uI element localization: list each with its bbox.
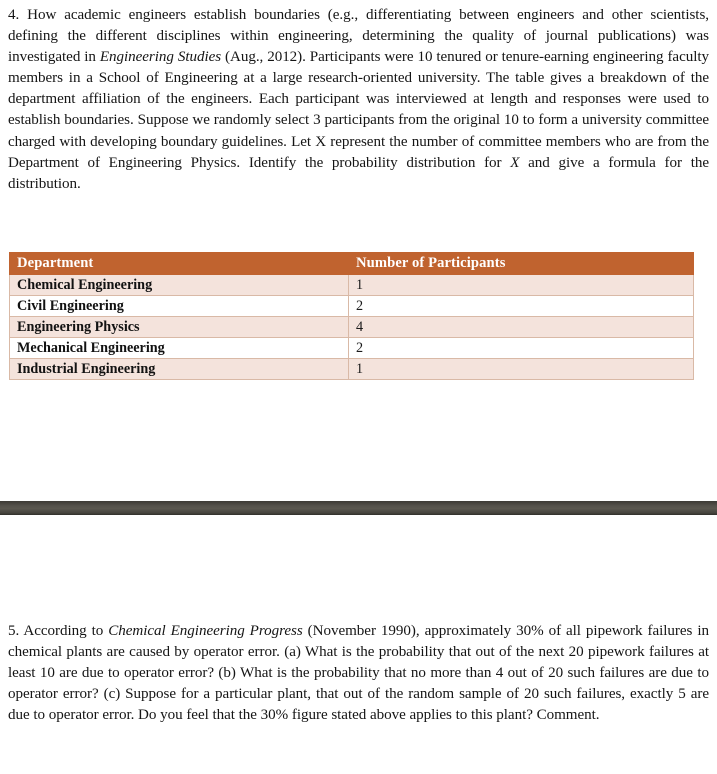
q4-text-part-3: and give a formula for the distribution. xyxy=(8,154,709,192)
q4-text-part-1: 4. How academic engineers establish boundaries (e.g., differentiating between engineers and other scientists, defining the different disciplines within engineering, determining the quality of journal publications) was investigated in xyxy=(8,7,709,66)
question-4-paragraph xyxy=(8,5,709,195)
column-header-participants: Number of Participants xyxy=(349,253,694,275)
column-header-department: Department xyxy=(10,253,349,275)
table-row xyxy=(10,296,694,317)
cell-department: Mechanical Engineering xyxy=(10,338,349,359)
cell-participants: 2 xyxy=(349,296,694,317)
q4-journal-title: Engineering Studies xyxy=(99,49,222,66)
cell-participants: 2 xyxy=(349,338,694,359)
cell-department: Chemical Engineering xyxy=(10,275,349,296)
section-divider-band xyxy=(0,501,717,515)
participants-table xyxy=(9,252,694,380)
table-row xyxy=(10,359,694,380)
q5-text-part-1: 5. According to xyxy=(8,623,109,639)
cell-department: Industrial Engineering xyxy=(10,359,349,380)
question-5-paragraph xyxy=(8,621,709,726)
q4-text-part-2: (Aug., 2012). Participants were 10 tenured or tenure-earning engineering faculty members in a School of Engineering at a large research-oriented university. The table gives a breakdown of the department affiliation of the engineers. Each participant was interviewed at length and responses were used to establish boundaries. Suppose we randomly select 3 participants from the original 10 to form a university committee charged with developing boundary guidelines. Let X represent the number of committee members who are from the Department of Engineering Physics. Identify the probability distribution for xyxy=(8,49,709,171)
cell-department: Civil Engineering xyxy=(10,296,349,317)
table-header-row xyxy=(10,253,694,275)
cell-participants: 1 xyxy=(349,359,694,380)
table-row xyxy=(10,338,694,359)
table-body xyxy=(10,275,694,380)
table-header xyxy=(10,253,694,275)
table-row xyxy=(10,317,694,338)
cell-participants: 4 xyxy=(349,317,694,338)
cell-department: Engineering Physics xyxy=(10,317,349,338)
cell-participants: 1 xyxy=(349,275,694,296)
q5-text-part-2: (November 1990), approximately 30% of all pipework failures in chemical plants are caused by operator error. (a) What is the probability that out of the next 20 pipework failures at least 10 are due to operator error? (b) What is the probability that no more than 4 out of 20 such failures are due to operator error? (c) Suppose for a particular plant, that out of the random sample of 20 such failures, exactly 5 are due to operator error. Do you feel that the 30% figure stated above applies to this plant? Comment. xyxy=(8,623,709,724)
q5-journal-title: Chemical Engineering Progress xyxy=(108,623,303,639)
q4-variable-x: X xyxy=(510,154,520,171)
table-row xyxy=(10,275,694,296)
